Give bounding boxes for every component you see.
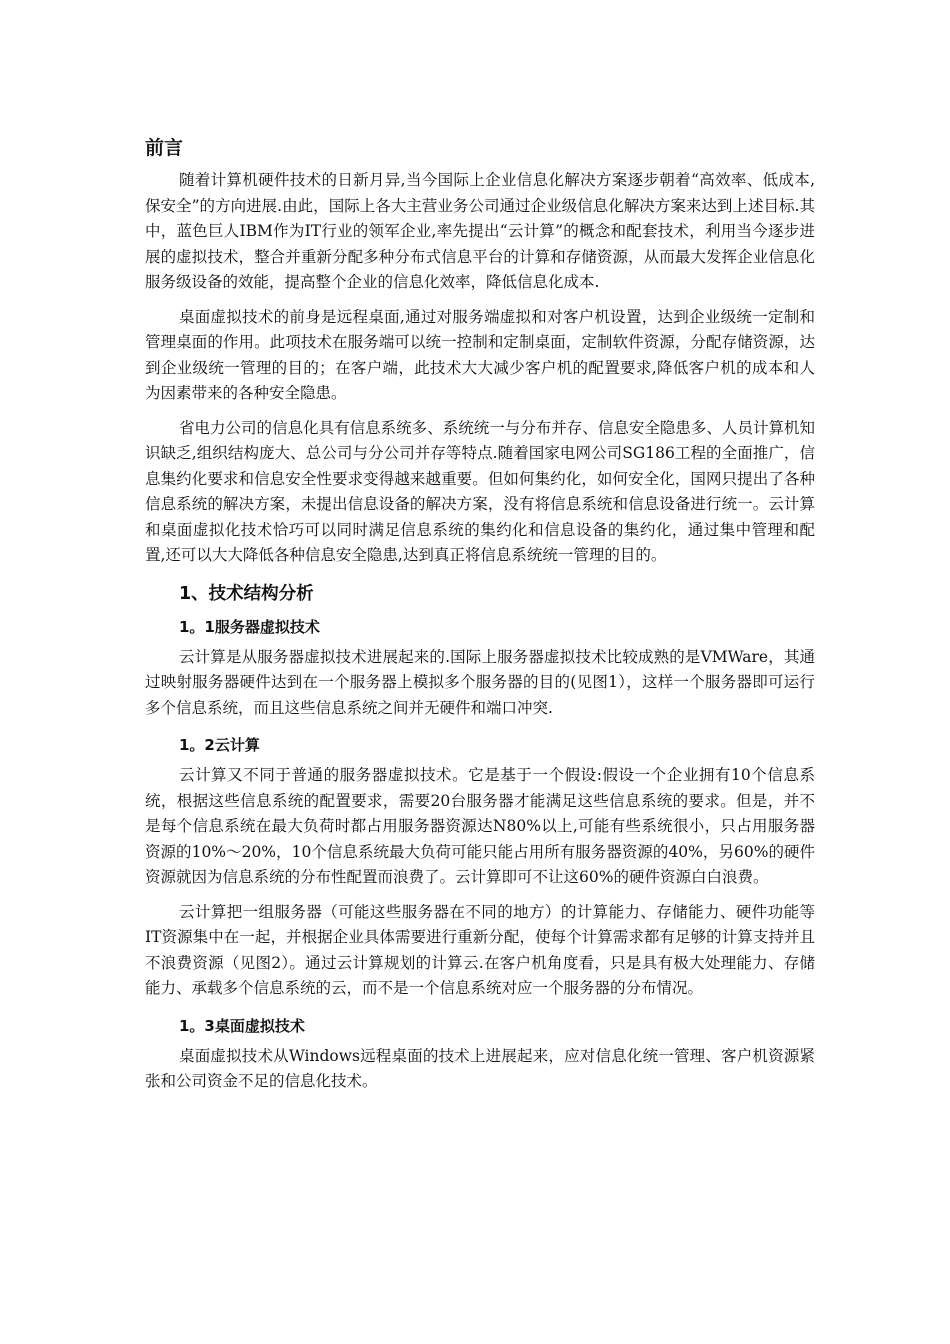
document-body <box>145 134 815 1095</box>
section-1-1-paragraph-1: 云计算是从服务器虚拟技术进展起来的.国际上服务器虚拟技术比较成熟的是VMWare，其通过映射服务器硬件达到在一个服务器上模拟多个服务器的目的(见图1），这样一个服务器即可运行多个信息系统，而且这些信息系统之间并无硬件和端口冲突. <box>145 647 815 717</box>
preface-paragraph-3: 省电力公司的信息化具有信息系统多、系统统一与分布并存、信息安全隐患多、人员计算机知识缺乏,组织结构庞大、总公司与分公司并存等特点.随着国家电网公司SG186工程的全面推广，信息集约化要求和信息安全性要求变得越来越重要。但如何集约化，如何安全化，国网只提出了各种信息系统的解决方案，未提出信息设备的解决方案，没有将信息系统和信息设备进行统一。云计算和桌面虚拟化技术恰巧可以同时满足信息系统的集约化和信息设备的集约化，通过集中管理和配置,还可以大大降低各种信息安全隐患,达到真正将信息系统统一管理的目的。 <box>145 418 815 564</box>
preface-paragraph-1: 随着计算机硬件技术的日新月异,当今国际上企业信息化解决方案逐步朝着“高效率、低成本,保安全”的方向进展.由此，国际上各大主营业务公司通过企业级信息化解决方案来达到上述目标.其中，蓝色巨人IBM作为IT行业的领军企业,率先提出“云计算”的概念和配套技术，利用当今逐步进展的虚拟技术，整合并重新分配多种分布式信息平台的计算和存储资源，从而最大发挥企业信息化服务级设备的效能，提高整个企业的信息化效率，降低信息化成本. <box>145 171 816 291</box>
section-1-3-paragraph-1: 桌面虚拟技术从Windows远程桌面的技术上进展起来，应对信息化统一管理、客户机资源紧张和公司资金不足的信息化技术。 <box>145 1046 815 1090</box>
section-1-1-heading: 1。1服务器虚拟技术 <box>179 617 320 636</box>
section-1-2-heading: 1。2云计算 <box>179 736 260 754</box>
section-1-3-heading: 1。3桌面虚拟技术 <box>179 1016 305 1035</box>
section-1-2-paragraph-2: 云计算把一组服务器（可能这些服务器在不同的地方）的计算能力、存储能力、硬件功能等IT资源集中在一起，并根据企业具体需要进行重新分配，使每个计算需求都有足够的计算支持并且不浪费资源（见图2）。通过云计算规划的计算云.在客户机角度看，只是具有极大处理能力、存储能力、承载多个信息系统的云，而不是一个信息系统对应一个服务器的分布情况。 <box>145 902 815 997</box>
preface-paragraph-2: 桌面虚拟技术的前身是远程桌面,通过对服务端虚拟和对客户机设置，达到企业级统一定制和管理桌面的作用。此项技术在服务端可以统一控制和定制桌面，定制软件资源，分配存储资源，达到企业级统一管理的目的；在客户端，此技术大大减少客户机的配置要求,降低客户机的成本和人为因素带来的各种安全隐患。 <box>145 307 815 402</box>
section-1-heading: 1、技术结构分析 <box>179 583 314 604</box>
section-1-2-paragraph-1: 云计算又不同于普通的服务器虚拟技术。它是基于一个假设:假设一个企业拥有10个信息系统，根据这些信息系统的配置要求，需要20台服务器才能满足这些信息系统的要求。但是，并不是每个信息系统在最大负荷时都占用服务器资源达N80%以上,可能有些系统很小，只占用服务器资源的10%～20%，10个信息系统最大负荷可能只能占用所有服务器资源的40%，另60%的硬件资源就因为信息系统的分布性配置而浪费了。云计算即可不让这60%的硬件资源白白浪费。 <box>145 766 815 886</box>
preface-title: 前言 <box>145 137 184 159</box>
